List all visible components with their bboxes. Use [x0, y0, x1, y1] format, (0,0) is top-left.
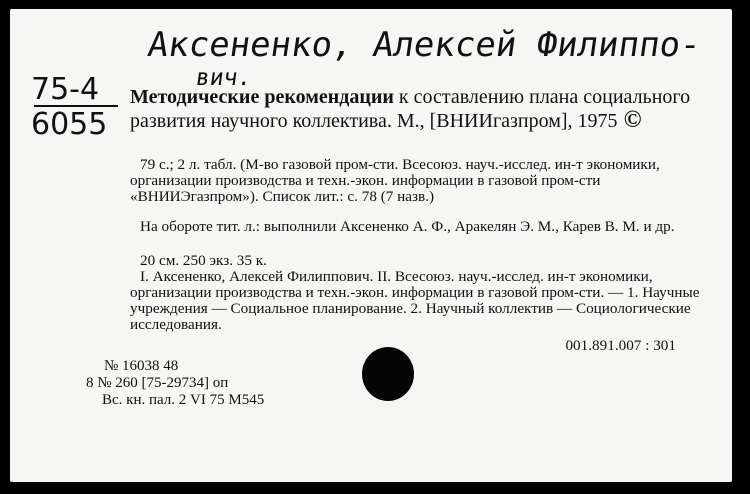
collation-note: 79 с.; 2 л. табл. (М-во газовой пром-сти. Всесоюз. науч.-исслед. ин-т экономики, организации производства и техн.-экон. информации в газовой пром-сти «ВНИИЭгазпром»). Список лит.: с. 78 (7 назв.) [130, 156, 660, 205]
punch-hole [362, 347, 414, 401]
size-price: 20 см. 250 экз. 35 к. [140, 252, 267, 269]
title-rest: к составлению плана социального развития научного коллектива. М., [ВНИИгазпром], 1975 [130, 86, 691, 132]
title-bold: Методические рекомендации [130, 86, 394, 108]
call-number-bottom: 6055 [31, 107, 108, 142]
copyright-mark: © [623, 107, 642, 133]
imprint-line-3: Вс. кн. пал. 2 VI 75 М545 [102, 392, 265, 408]
tracings: I. Аксененко, Алексей Филиппович. II. Всесоюз. науч.-исслед. ин-т экономики, организации производства и техн.-экон. информации в газовой пром-сти. — 1. Научные учреждения — Социальное планирование. 2. Научный коллектив — Социологические исследования. [130, 268, 700, 333]
call-number-top: 75-4 [31, 72, 100, 107]
handwritten-author-line-1: Аксененко, Алексей Филиппо- [145, 25, 704, 65]
verso-note: На обороте тит. л.: выполнили Аксененко А. Ф., Аракелян Э. М., Карев В. М. и др. [140, 218, 675, 235]
imprint-line-1: № 16038 48 [104, 358, 179, 374]
udc-code: 001.891.007 : 301 [565, 337, 676, 354]
title-block [130, 86, 698, 133]
handwritten-author-line-2: вич. [194, 65, 254, 91]
imprint-line-2: 8 № 260 [75-29734] оп [86, 375, 229, 391]
catalog-card [10, 9, 732, 482]
